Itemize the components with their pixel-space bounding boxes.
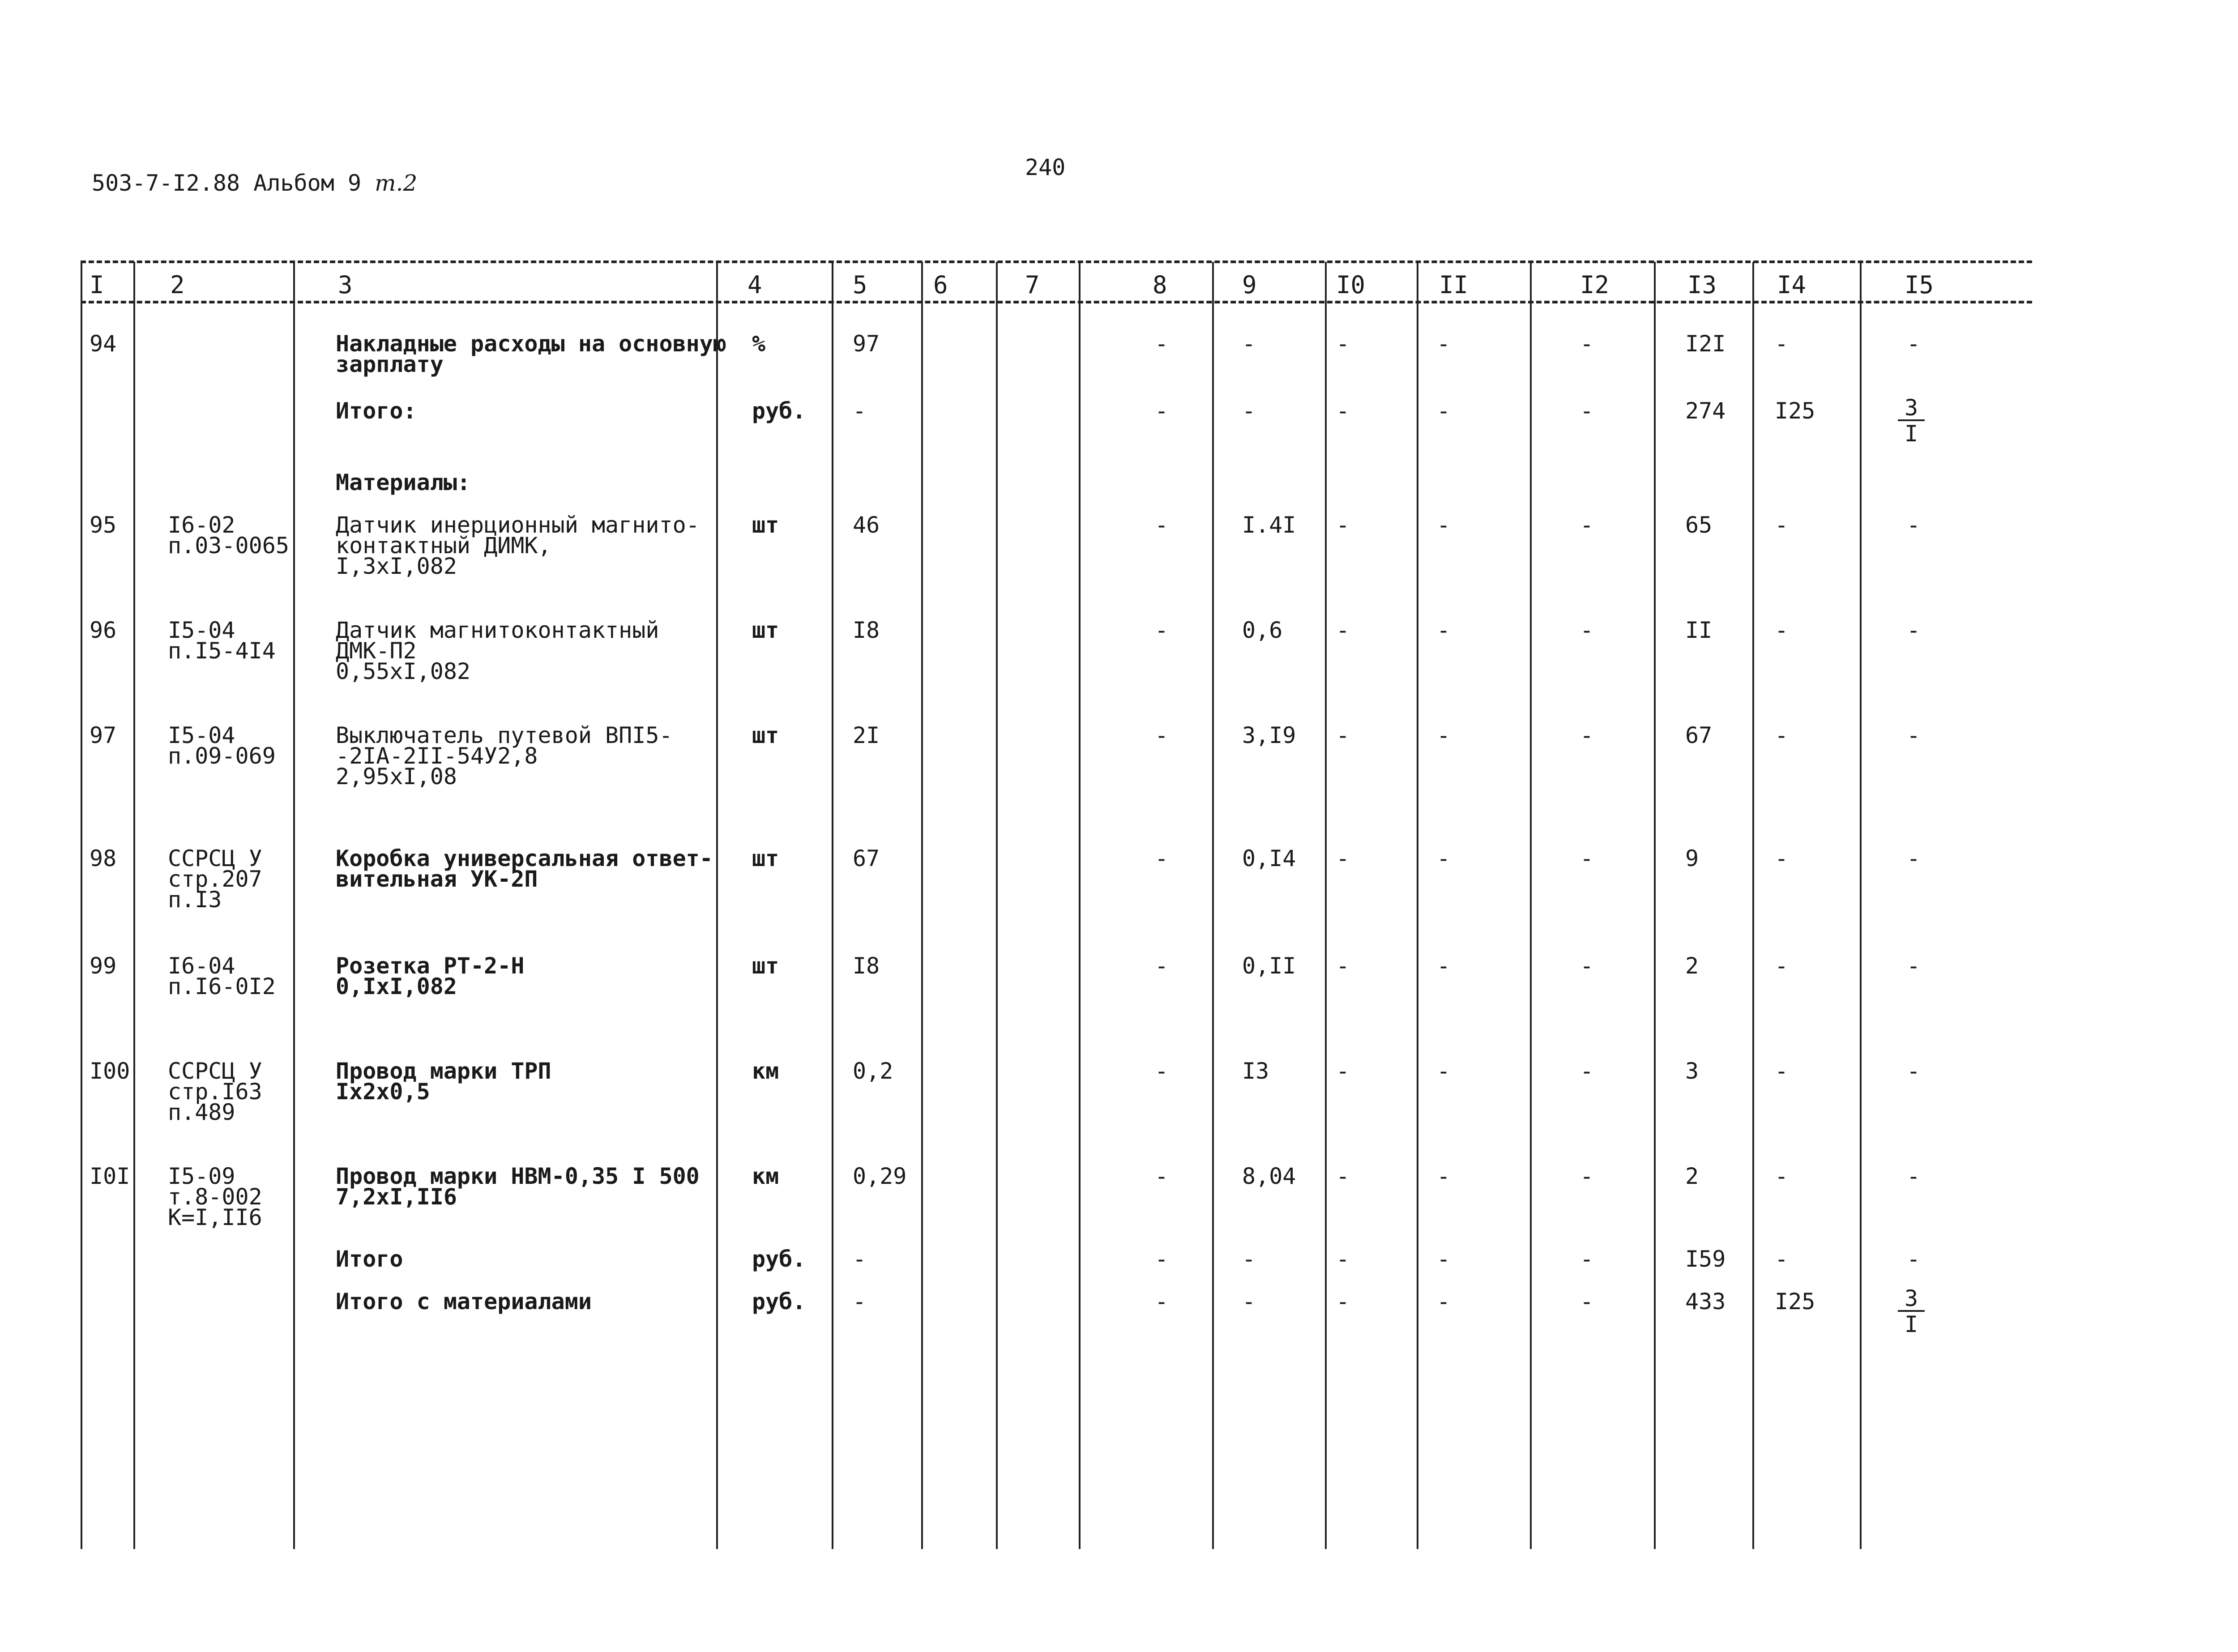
column-header: II <box>1439 271 1469 299</box>
column-header: I5 <box>1905 271 1934 299</box>
table-cell-c10: - <box>1336 1163 1350 1189</box>
handwritten-note: т.2 <box>375 170 418 196</box>
column-divider <box>293 262 295 1549</box>
column-divider <box>1079 262 1081 1549</box>
document-code-text: 503-7-I2.88 Альбом 9 <box>92 170 362 196</box>
table-cell-c14: - <box>1775 1246 1789 1272</box>
table-cell-c8: - <box>1155 953 1169 979</box>
table-cell-c9: - <box>1242 398 1256 424</box>
table-cell-c12: - <box>1580 1246 1594 1272</box>
table-cell-c8: - <box>1155 512 1169 538</box>
table-cell-c13: 67 <box>1685 722 1713 748</box>
table-cell-name: Материалы: <box>336 470 471 495</box>
table-cell-c10: - <box>1336 1058 1350 1084</box>
column-header: 7 <box>1025 271 1040 299</box>
column-divider <box>832 262 833 1549</box>
table-cell-c12: - <box>1580 1289 1594 1315</box>
table-cell-c12: - <box>1580 617 1594 643</box>
table-cell-c11: - <box>1437 1246 1451 1272</box>
table-cell-qty: 0,2 <box>853 1058 893 1084</box>
fraction-value <box>1898 1287 1925 1337</box>
table-cell-c10: - <box>1336 1246 1350 1272</box>
table-cell-c9: 0,II <box>1242 953 1296 979</box>
table-cell-c15: - <box>1907 617 1921 643</box>
table-cell-c9: I.4I <box>1242 512 1296 538</box>
table-cell-c9: 3,I9 <box>1242 722 1296 748</box>
table-cell-ref: ССРСЦ У стр.I63 п.489 <box>168 1058 262 1125</box>
table-cell-unit: шт <box>752 512 779 538</box>
table-cell-unit: шт <box>752 953 779 979</box>
table-cell-c12: - <box>1580 512 1594 538</box>
table-cell-name: Коробка универсальная ответ- вительная УК-2П <box>336 845 713 892</box>
table-cell-c12: - <box>1580 1163 1594 1189</box>
table-cell-c8: - <box>1155 398 1169 424</box>
table-cell-c15: - <box>1907 1246 1921 1272</box>
table-cell-name: Датчик магнитоконтактный ДМК-П2 0,55хI,082 <box>336 617 659 684</box>
table-cell-c12: - <box>1580 331 1594 357</box>
table-cell-ref: I6-02 п.03-0065 <box>168 512 289 559</box>
table-cell-name: Итого: <box>336 398 417 424</box>
table-cell-c13: 3 <box>1685 1058 1699 1084</box>
column-divider <box>81 262 82 1549</box>
table-cell-c15: - <box>1907 845 1921 871</box>
table-cell-unit: шт <box>752 722 779 748</box>
table-cell-name: Розетка РТ-2-Н 0,IхI,082 <box>336 953 525 999</box>
column-divider <box>1530 262 1532 1549</box>
table-cell-unit: руб. <box>752 1289 806 1315</box>
table-cell-name: Провод марки ТРП Iх2х0,5 <box>336 1058 551 1105</box>
table-cell-qty: 46 <box>853 512 880 538</box>
table-cell-c15: - <box>1907 331 1921 357</box>
table-cell-c10: - <box>1336 617 1350 643</box>
table-cell-c13: I2I <box>1685 331 1726 357</box>
table-cell-c8: - <box>1155 1163 1169 1189</box>
column-header: 2 <box>170 271 185 299</box>
table-cell-c14: - <box>1775 617 1789 643</box>
table-cell-ref: I5-09 т.8-002 К=I,II6 <box>168 1163 262 1230</box>
table-cell-c14: - <box>1775 512 1789 538</box>
table-cell-c10: - <box>1336 1289 1350 1315</box>
table-cell-n: 94 <box>90 331 117 357</box>
table-cell-c8: - <box>1155 1289 1169 1315</box>
table-cell-c13: 2 <box>1685 953 1699 979</box>
table-cell-c13: 433 <box>1685 1289 1726 1315</box>
table-cell-c12: - <box>1580 953 1594 979</box>
table-cell-n: I0I <box>90 1163 130 1189</box>
table-cell-c15: - <box>1907 512 1921 538</box>
table-cell-c10: - <box>1336 512 1350 538</box>
table-cell-c8: - <box>1155 1058 1169 1084</box>
column-divider <box>1417 262 1418 1549</box>
table-cell-c15: - <box>1907 1058 1921 1084</box>
column-header: I <box>90 271 104 299</box>
table-cell-qty: 0,29 <box>853 1163 907 1189</box>
table-cell-name: Выключатель путевой ВПI5- -2IА-2II-54У2,8 2,95хI,08 <box>336 722 673 790</box>
table-cell-ref: ССРСЦ У стр.207 п.I3 <box>168 845 262 913</box>
table-cell-n: I00 <box>90 1058 130 1084</box>
table-cell-unit: км <box>752 1058 779 1084</box>
column-header: I0 <box>1336 271 1366 299</box>
table-cell-n: 99 <box>90 953 117 979</box>
column-header: 5 <box>853 271 867 299</box>
table-cell-c13: 65 <box>1685 512 1713 538</box>
table-cell-unit: шт <box>752 845 779 871</box>
table-cell-n: 97 <box>90 722 117 748</box>
table-cell-c9: - <box>1242 1289 1256 1315</box>
column-header: 4 <box>747 271 762 299</box>
column-divider <box>1752 262 1754 1549</box>
column-header: 6 <box>933 271 948 299</box>
column-divider <box>996 262 998 1549</box>
table-cell-c8: - <box>1155 845 1169 871</box>
table-cell-c14: - <box>1775 331 1789 357</box>
table-cell-name: Провод марки НВМ-0,35 I 500 7,2хI,II6 <box>336 1163 700 1210</box>
column-divider <box>133 262 135 1549</box>
table-cell-c14: - <box>1775 722 1789 748</box>
column-header: 8 <box>1153 271 1167 299</box>
table-cell-ref: I6-04 п.I6-0I2 <box>168 953 276 999</box>
table-top-border <box>81 260 2032 263</box>
column-divider <box>1654 262 1656 1549</box>
column-header: I4 <box>1777 271 1807 299</box>
table-cell-c11: - <box>1437 1058 1451 1084</box>
fraction-denominator: I <box>1904 421 1918 447</box>
table-cell-c11: - <box>1437 1289 1451 1315</box>
table-cell-unit: шт <box>752 617 779 643</box>
table-cell-name: Накладные расходы на основную зарплату <box>336 331 726 377</box>
table-cell-c14: - <box>1775 845 1789 871</box>
table-cell-c13: I59 <box>1685 1246 1726 1272</box>
fraction-numerator: 3 <box>1898 396 1925 421</box>
header-bottom-border <box>81 301 2032 303</box>
table-cell-c12: - <box>1580 722 1594 748</box>
table-cell-c8: - <box>1155 617 1169 643</box>
table-cell-name: Датчик инерционный магнито- контактный ДИМК, I,3хI,082 <box>336 512 700 579</box>
table-cell-name: Итого с материалами <box>336 1289 592 1315</box>
table-cell-qty: I8 <box>853 617 880 643</box>
table-cell-n: 96 <box>90 617 117 643</box>
table-cell-c9: 8,04 <box>1242 1163 1296 1189</box>
table-cell-c10: - <box>1336 953 1350 979</box>
table-cell-c10: - <box>1336 845 1350 871</box>
column-header: 3 <box>338 271 353 299</box>
table-cell-c11: - <box>1437 1163 1451 1189</box>
table-cell-n: 98 <box>90 845 117 871</box>
table-cell-qty: 97 <box>853 331 880 357</box>
table-cell-unit: км <box>752 1163 779 1189</box>
table-cell-c10: - <box>1336 331 1350 357</box>
column-divider <box>921 262 923 1549</box>
table-cell-c15: - <box>1907 722 1921 748</box>
fraction-denominator: I <box>1904 1311 1918 1337</box>
table-cell-c9: - <box>1242 331 1256 357</box>
table-cell-c12: - <box>1580 1058 1594 1084</box>
table-cell-c11: - <box>1437 512 1451 538</box>
table-cell-name: Итого <box>336 1246 403 1272</box>
table-cell-c11: - <box>1437 722 1451 748</box>
table-cell-unit: % <box>752 331 766 357</box>
table-cell-c9: - <box>1242 1246 1256 1272</box>
fraction-value <box>1898 396 1925 446</box>
column-divider <box>1212 262 1214 1549</box>
table-cell-unit: руб. <box>752 1246 806 1272</box>
table-cell-c14: I25 <box>1775 1289 1815 1315</box>
table-cell-qty: - <box>853 1289 867 1315</box>
table-cell-unit: руб. <box>752 398 806 424</box>
table-cell-c9: 0,6 <box>1242 617 1283 643</box>
table-cell-c14: - <box>1775 953 1789 979</box>
table-cell-c14: - <box>1775 1058 1789 1084</box>
column-divider <box>1860 262 1862 1549</box>
table-cell-c14: - <box>1775 1163 1789 1189</box>
table-cell-c14: I25 <box>1775 398 1815 424</box>
table-cell-c12: - <box>1580 845 1594 871</box>
table-cell-c15: - <box>1907 953 1921 979</box>
table-cell-c8: - <box>1155 1246 1169 1272</box>
page-number: 240 <box>1025 154 1066 180</box>
table-cell-qty: - <box>853 1246 867 1272</box>
table-cell-c10: - <box>1336 398 1350 424</box>
table-cell-c12: - <box>1580 398 1594 424</box>
table-cell-qty: 2I <box>853 722 880 748</box>
table-cell-c8: - <box>1155 331 1169 357</box>
table-cell-c11: - <box>1437 617 1451 643</box>
column-divider <box>1325 262 1327 1549</box>
table-cell-c13: 274 <box>1685 398 1726 424</box>
table-cell-c9: 0,I4 <box>1242 845 1296 871</box>
table-cell-c8: - <box>1155 722 1169 748</box>
table-cell-qty: 67 <box>853 845 880 871</box>
table-cell-c11: - <box>1437 331 1451 357</box>
table-cell-qty: I8 <box>853 953 880 979</box>
table-cell-ref: I5-04 п.I5-4I4 <box>168 617 276 664</box>
table-cell-c10: - <box>1336 722 1350 748</box>
table-cell-ref: I5-04 п.09-069 <box>168 722 276 769</box>
table-cell-c11: - <box>1437 953 1451 979</box>
column-divider <box>716 262 718 1549</box>
column-header: I2 <box>1580 271 1610 299</box>
table-cell-c9: I3 <box>1242 1058 1269 1084</box>
table-cell-c13: II <box>1685 617 1713 643</box>
table-cell-c11: - <box>1437 845 1451 871</box>
table-cell-n: 95 <box>90 512 117 538</box>
table-cell-c13: 9 <box>1685 845 1699 871</box>
table-cell-c11: - <box>1437 398 1451 424</box>
column-header: I3 <box>1687 271 1717 299</box>
table-cell-c13: 2 <box>1685 1163 1699 1189</box>
table-cell-c15: - <box>1907 1163 1921 1189</box>
fraction-numerator: 3 <box>1898 1287 1925 1312</box>
column-header: 9 <box>1242 271 1257 299</box>
table-cell-qty: - <box>853 398 867 424</box>
